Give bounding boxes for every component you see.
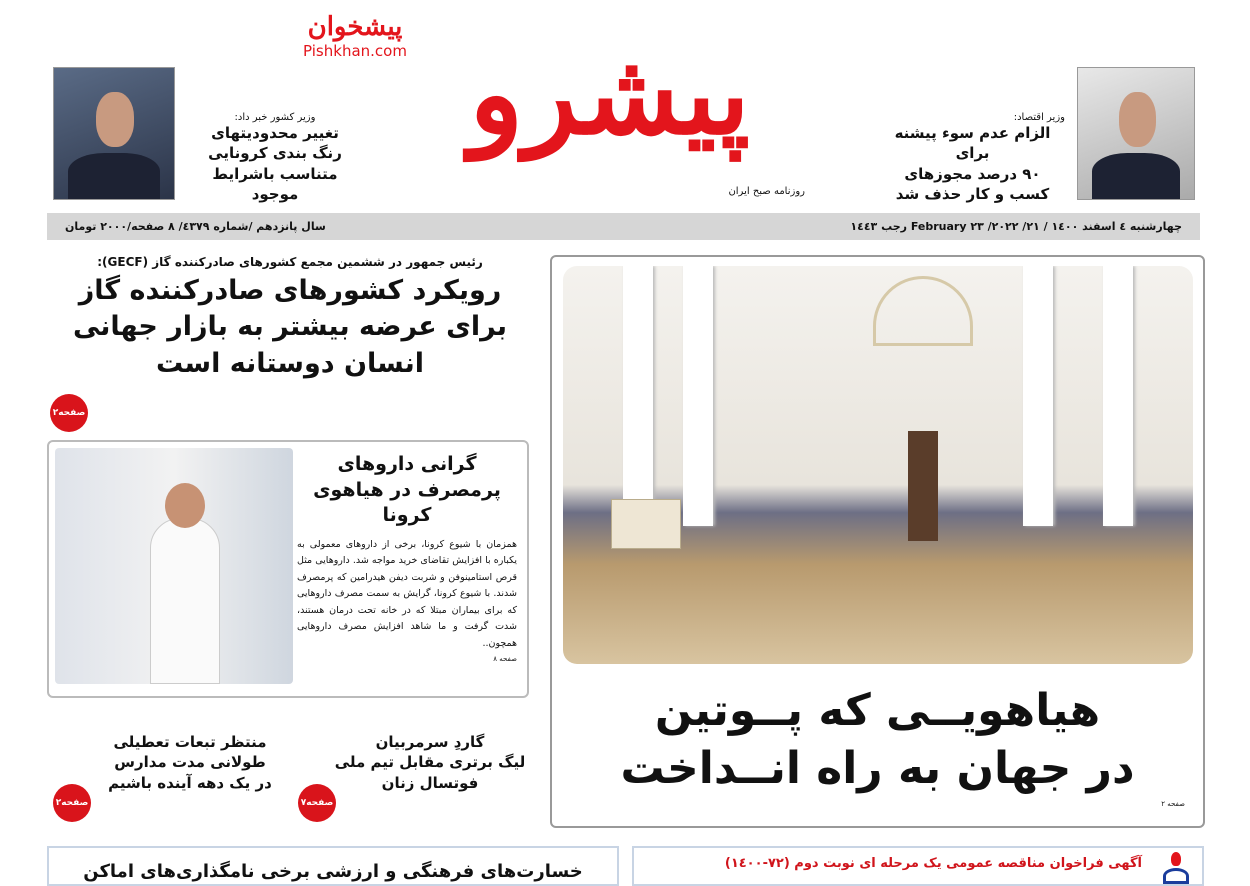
headline-1: الزام عدم سوء پیشنه برای: [894, 124, 1051, 163]
top-right-story[interactable]: [880, 112, 1065, 204]
headline-3: کسب و کار حذف شد: [895, 184, 1050, 203]
headline-3: انسان دوستانه است: [155, 347, 425, 379]
headline-3: متناسب باشرایط موجود: [212, 164, 338, 203]
pishkhan-logo[interactable]: [290, 12, 420, 60]
page-ref: صفحه ۸: [493, 655, 517, 664]
kremlin-photo: [563, 266, 1193, 664]
headline-1: رویکرد کشورهای صادرکننده گاز: [78, 275, 502, 306]
masthead-subtitle: روزنامه صبح ایران: [728, 186, 805, 197]
medicine-story[interactable]: [47, 440, 529, 698]
masthead: [469, 0, 805, 210]
date-bar: [47, 213, 1200, 240]
headline-2: برای عرضه بیشتر به بازار جهانی: [72, 311, 508, 343]
kicker: وزیر اقتصاد:: [1013, 112, 1065, 123]
headline-1: گرانی داروهای: [337, 453, 477, 475]
kicker: وزیر کشور خبر داد:: [234, 112, 316, 123]
gas-story[interactable]: [50, 255, 530, 382]
issue-info: سال پانزدهم /شماره ٤۳۷۹/ ۸ صفحه/۲۰۰۰ تومان: [65, 220, 326, 233]
headline: آگهی فراخوان مناقصه عمومی یک مرحله ای نوبت دوم (۷۲-۱٤۰۰): [724, 856, 1142, 871]
page-badge[interactable]: صفحه۷: [298, 784, 336, 822]
kicker: رئیس جمهور در ششمین مجمع کشورهای صادرکننده گاز (GECF):: [97, 255, 483, 269]
top-left-story[interactable]: [190, 112, 360, 204]
page-ref: صفحه ۲: [1161, 800, 1185, 808]
headline-2: طولانی مدت مدارس: [114, 753, 266, 772]
kicker: گاردِ سرمربیان: [375, 733, 485, 751]
pishkhan-url: Pishkhan.com: [303, 42, 407, 60]
headline-1: لیگ برتری مقابل تیم ملی: [334, 753, 526, 772]
schools-story[interactable]: [95, 732, 285, 793]
page-badge[interactable]: صفحه۲: [53, 784, 91, 822]
headline-1: تغییر محدودیتهای: [211, 124, 339, 142]
headline-1: هیاهویــی که پــوتین: [654, 685, 1101, 736]
date: چهارشنبه ٤ اسفند ۱٤۰۰ / February ۲۳ /۲۰۲۲ /۲۱ رجب ۱٤٤۳: [850, 220, 1182, 233]
economy-minister-photo: [1077, 67, 1195, 200]
headline-2: پرمصرف در هیاهوی: [313, 478, 501, 501]
masthead-title: پیشرو: [469, 29, 750, 160]
main-story[interactable]: [550, 255, 1205, 828]
headline-1: منتظر تبعات تعطیلی: [113, 733, 267, 751]
headline: خسارت‌های فرهنگی و ارزشی برخی نامگذاری‌های اماکن: [83, 861, 583, 882]
football-story[interactable]: [320, 732, 540, 793]
headline-2: ۹۰ درصد مجوزهای: [904, 164, 1041, 183]
interior-minister-photo: [53, 67, 175, 200]
headline-3: در یک دهه آینده باشیم: [108, 773, 272, 792]
pishkhan-name: پیشخوان: [307, 12, 403, 42]
body-text: همزمان با شیوع کرونا، برخی از داروهای معمولی به یکباره با افزایش تقاضای خرید مواجه شد. داروهایی مثل قرص استامینوفن و شربت دیفن هیدرامین که پرمصرف شدند. با شیوع کرونا، گرایش به سمت مصرف داروهایی که برای بیماران مبتلا که در خانه تحت درمان هستند، شدت گرفت و ما شاهد افزایش مصرف داروهایی همچون..: [297, 538, 517, 649]
headline-2: فوتسال زنان: [381, 773, 479, 792]
pharmacy-photo: [55, 448, 293, 684]
headline-3: کرونا: [382, 504, 432, 527]
tender-ad[interactable]: [632, 846, 1204, 886]
bottom-left-story[interactable]: [47, 846, 619, 886]
headline-2: رنگ بندی کرونایی: [208, 144, 342, 163]
headline-2: در جهان به راه انــداخت: [620, 743, 1135, 794]
page-badge[interactable]: صفحه۲: [50, 394, 88, 432]
